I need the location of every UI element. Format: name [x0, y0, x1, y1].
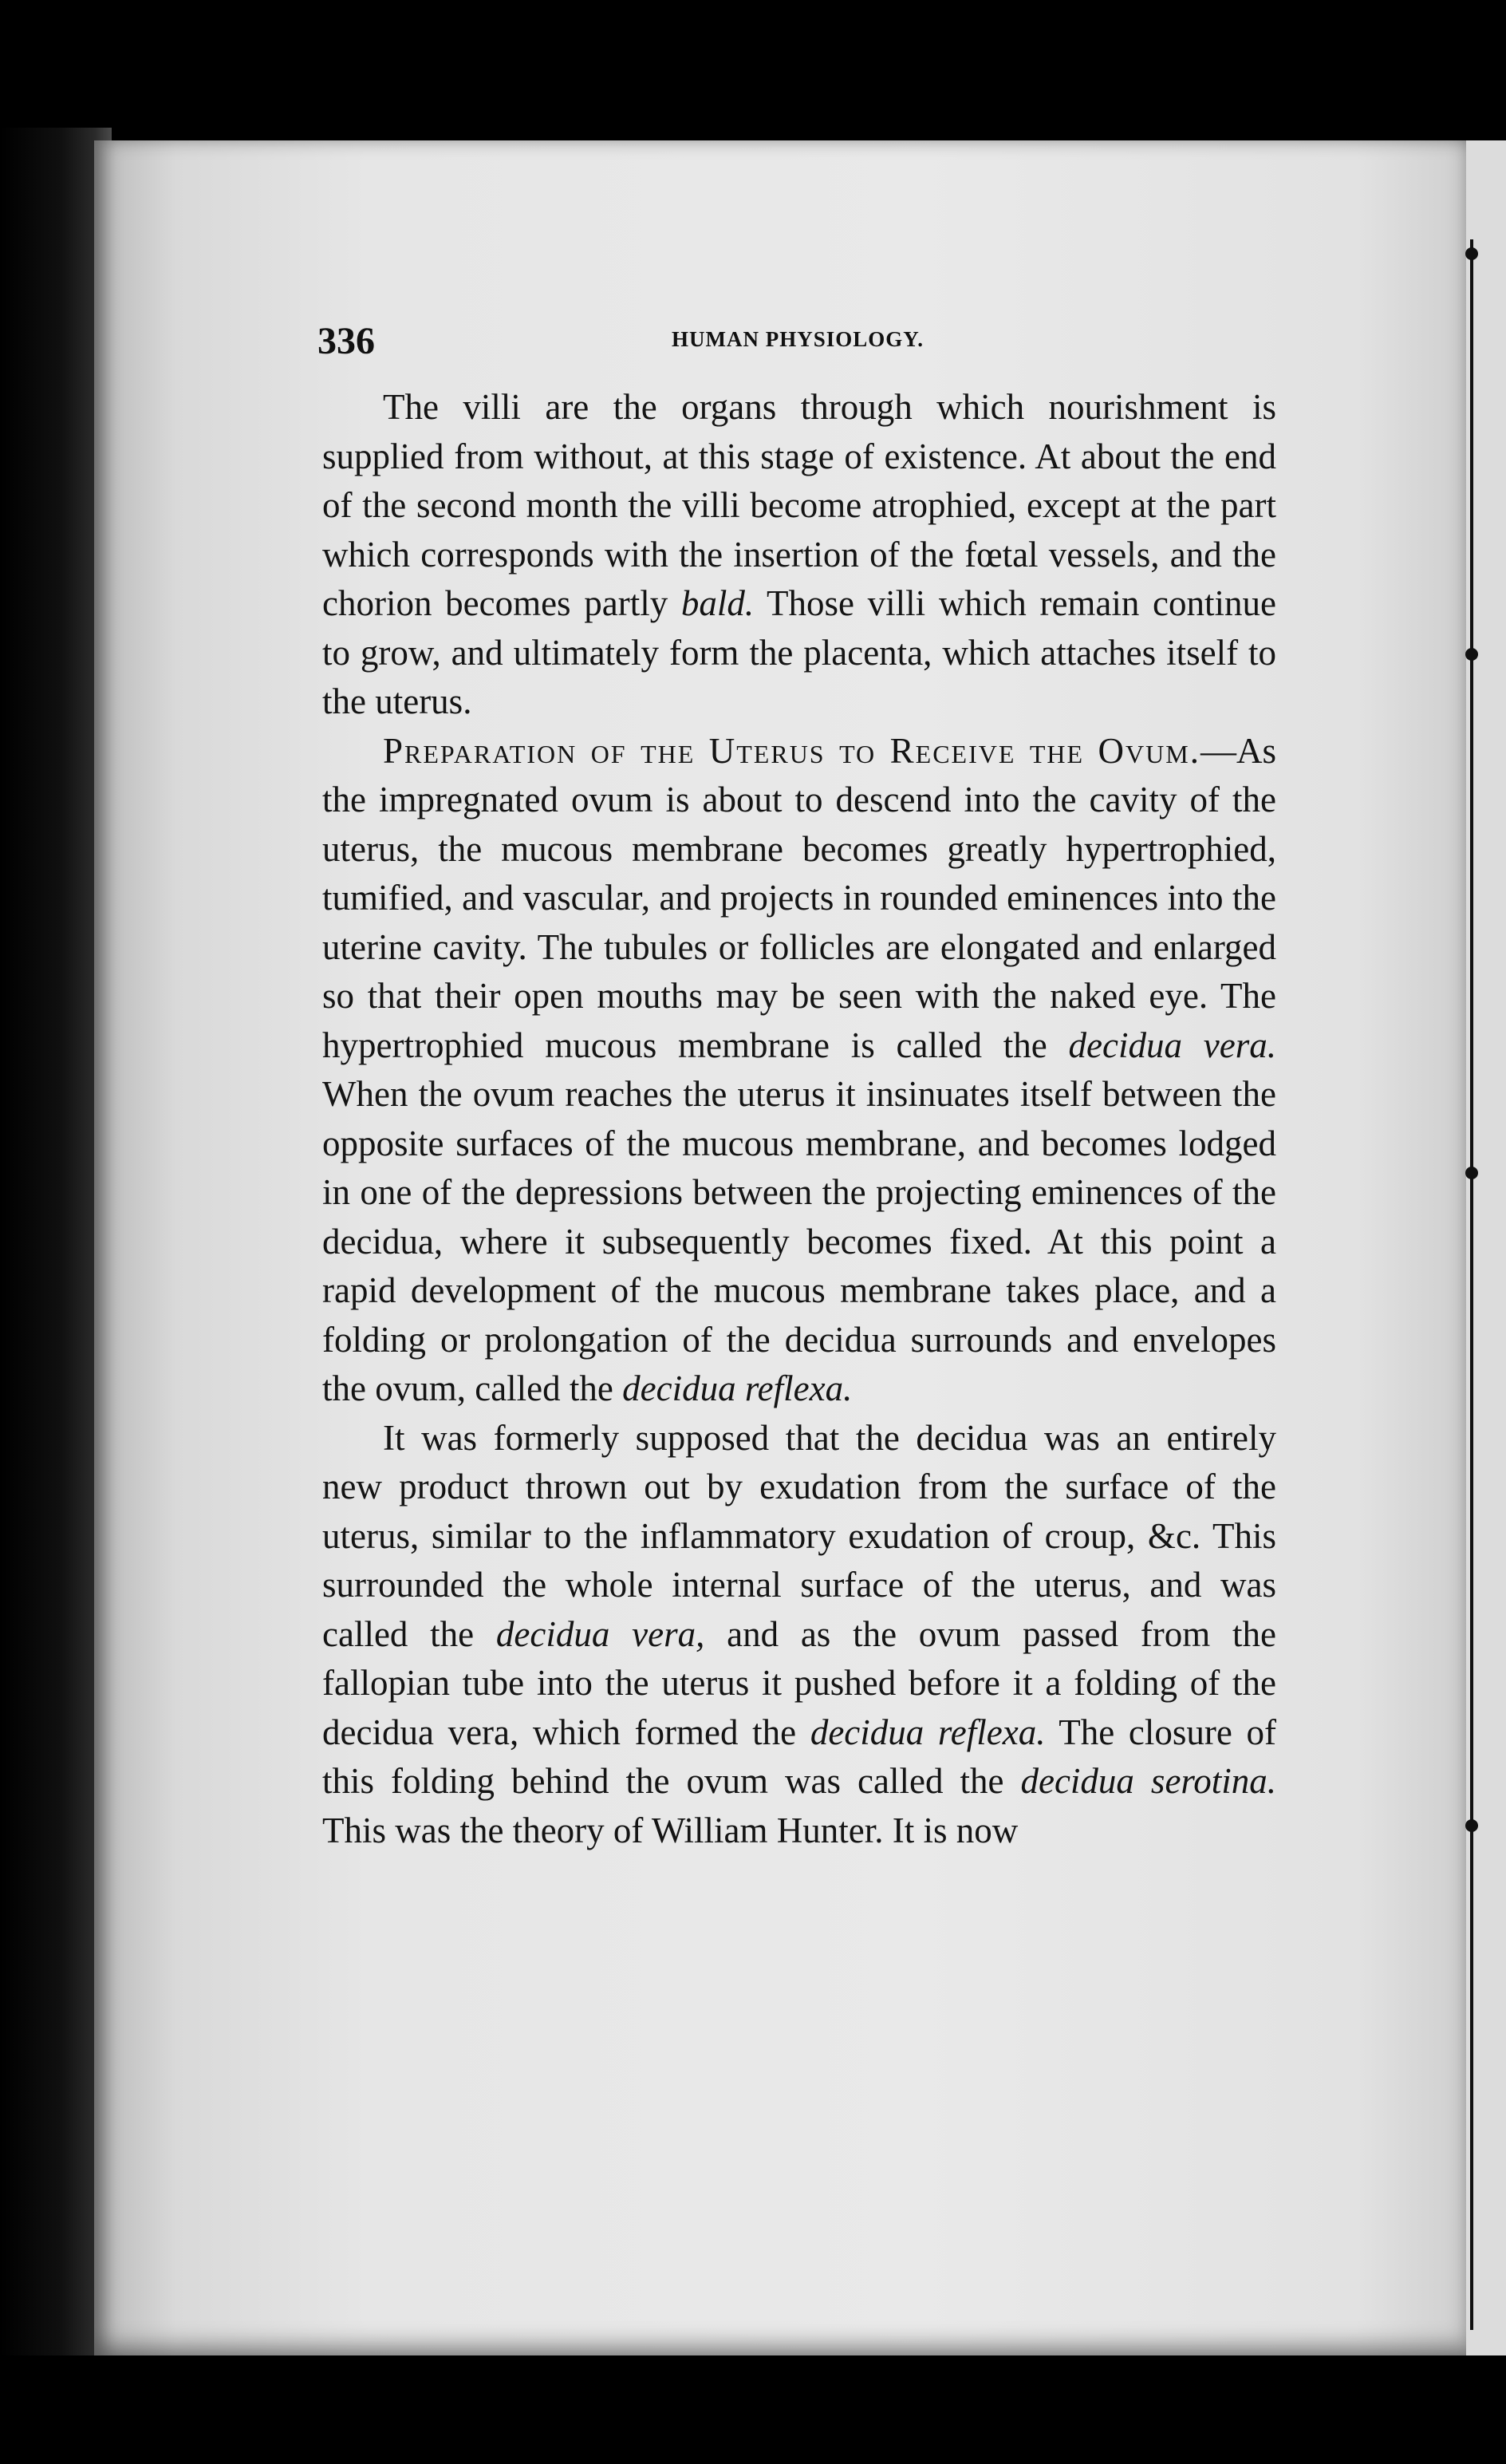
text-run: This was the theory of William Hunter. It is now	[322, 1810, 1019, 1850]
paragraph-former-theory	[322, 1414, 1276, 1856]
italic-term: decidua reflexa.	[810, 1712, 1046, 1752]
text-run: Those villi which remain continue to grow, and ultimately form the placenta, which attaches itself to the uterus.	[322, 583, 1277, 721]
text-run: The villi are the organs through which nourishment is supplied from without, at this stage of existence. At about the end of the second month the villi become atrophied, except at the part which corresponds with the insertion of the fœtal vessels, and the chorion becomes partly	[322, 387, 1276, 623]
paragraph-villi	[322, 383, 1276, 727]
scan-bottom-border	[0, 2355, 1506, 2464]
scan-top-border	[0, 0, 1506, 140]
body-text	[322, 383, 1276, 1855]
text-run: When the ovum reaches the uterus it insinuates itself between the opposite surfaces of the mucous membrane, and becomes lodged in one of the depressions between the projecting eminences of the decidua, where it subsequently becomes fixed. At this point a rapid development of the mucous membrane takes place, and a folding or prolongation of the decidua surrounds and envelopes the ovum, called the	[322, 1074, 1276, 1408]
text-run: and as the ovum passed from the fallopian tube into the uterus it pushed before it a folding of the decidua vera, which formed the	[322, 1613, 1276, 1752]
paragraph-preparation	[322, 727, 1276, 1414]
fold-mark	[1465, 648, 1478, 661]
text-run: It was formerly supposed that the decidua was an entirely new product thrown out by exudation from the surface of the uterus, similar to the inflammatory exudation of croup, &c. This surrounded the whole internal surface of the uterus, and was called the	[322, 1417, 1276, 1654]
text-run: The closure of this folding behind the ovum was called the	[322, 1712, 1277, 1801]
italic-term: decidua vera.	[1068, 1025, 1276, 1065]
italic-term: decidua reflexa.	[622, 1368, 853, 1408]
page-header	[311, 319, 1284, 367]
fold-mark	[1465, 1819, 1478, 1832]
section-heading: Preparation of the Uterus to Receive the Ovum.	[383, 730, 1200, 771]
italic-term: decidua serotina.	[1020, 1761, 1277, 1801]
page-number: 336	[317, 320, 375, 362]
fold-mark	[1465, 1167, 1478, 1179]
text-run: —As the impregnated ovum is about to descend into the cavity of the uterus, the mucous membrane becomes greatly hypertrophied, tumified, and vascular, and projects in rounded eminences into the uterine cavity. The tubules or follicles are elongated and enlarged so that their open mouths may be seen with the naked eye. The hypertrophied mucous membrane is called the	[322, 730, 1276, 1065]
italic-term: decidua vera,	[495, 1613, 705, 1654]
italic-term: bald.	[680, 583, 755, 623]
running-head: HUMAN PHYSIOLOGY.	[671, 327, 924, 351]
facing-page-fold-line	[1470, 239, 1473, 2330]
fold-mark	[1465, 247, 1478, 260]
